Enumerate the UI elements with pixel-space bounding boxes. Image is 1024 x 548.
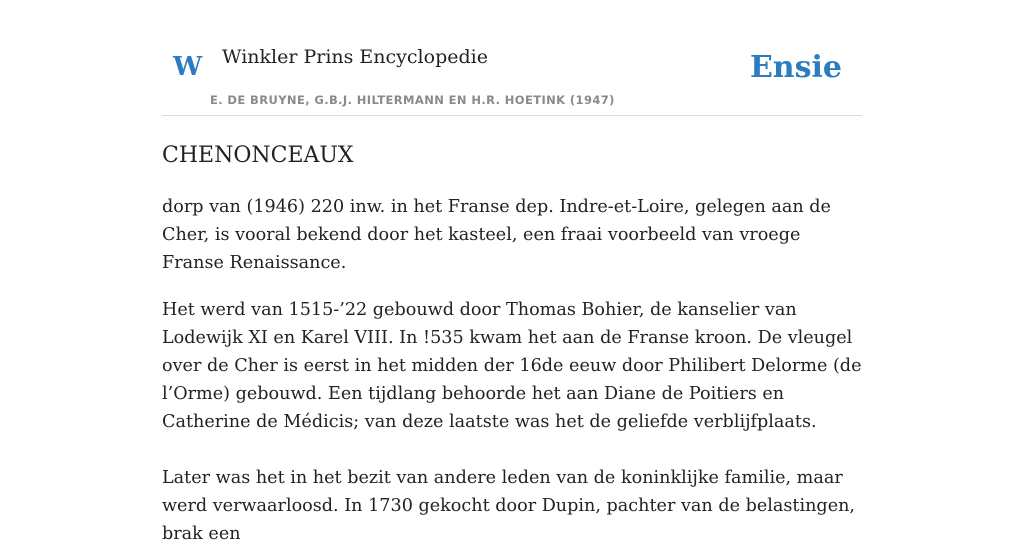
- entry-paragraph-1: dorp van (1946) 220 inw. in het Franse dep. Indre-et-Loire, gelegen aan de Cher, is vooral bekend door het kasteel, een fraai voorbeeld van vroege Franse Renaissance.: [162, 197, 831, 273]
- ensie-logo[interactable]: Ensie: [749, 50, 842, 85]
- entry-title: CHENONCEAUX: [162, 143, 354, 168]
- authors-credit: E. DE BRUYNE, G.B.J. HILTERMANN EN H.R. HOETINK (1947): [210, 93, 615, 107]
- site-title[interactable]: Winkler Prins Encyclopedie: [222, 46, 488, 68]
- entry-paragraph-3: Later was het in het bezit van andere leden van de koninklijke familie, maar werd verwaarloosd. In 1730 gekocht door Dupin, pachter van de belastingen, brak een: [162, 468, 856, 544]
- header: [162, 0, 862, 116]
- entry-paragraph-2: Het werd van 1515-’22 gebouwd door Thomas Bohier, de kanselier van Lodewijk XI en Karel VIII. In !535 kwam het aan de Franse kroon. De vleugel over de Cher is eerst in het midden der 16de eeuw door Philibert Delorme (de l’Orme) gebouwd. Een tijdlang behoorde het aan Diane de Poitiers en Catherine de Médicis; van deze laatste was het de geliefde verblijfplaats.: [162, 300, 862, 432]
- winkler-prins-logo[interactable]: W: [173, 52, 203, 82]
- page: [162, 0, 862, 548]
